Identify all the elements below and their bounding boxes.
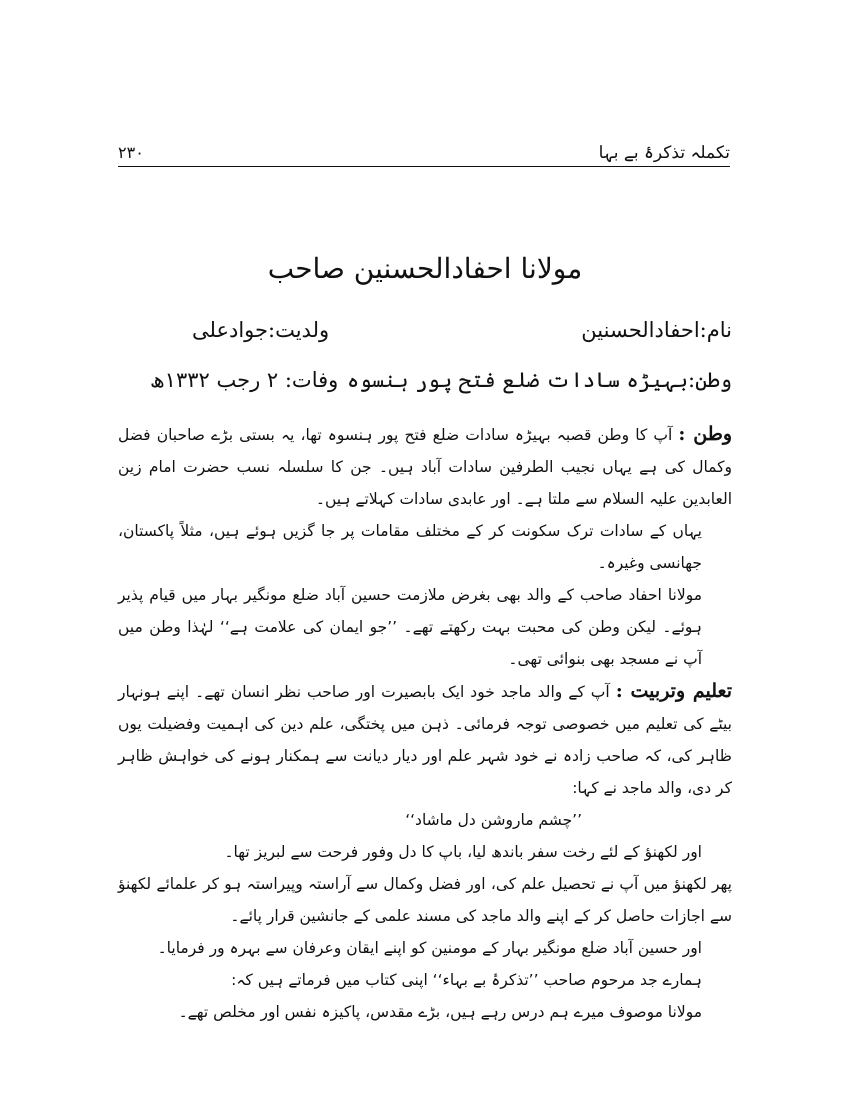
running-title: تکملہ تذکرۂ بے بہا <box>598 143 730 163</box>
meta-homeland: وطن:بہیڑہ سادات ضلع فتح پور ہنسوہ <box>347 368 732 392</box>
meta-parentage: ولدیت:جوادعلی <box>192 318 330 342</box>
paragraph: اور حسین آباد ضلع مونگیر بہار کے مومنین کو اپنے ایقان وعرفان سے بہرہ ور فرمایا۔ <box>157 939 702 957</box>
paragraph-taleem <box>118 675 732 804</box>
section-heading-taleem: تعلیم وتربیت : <box>615 680 732 702</box>
paragraph-text: آپ کا وطن قصبہ بہیڑہ سادات ضلع فتح پور ہنسوہ تھا، یہ بستی بڑے صاحبان فضل وکمال کی ہے یہاں نجیب الطرفین سادات آباد ہیں۔ جن کا سلسلہ نسب حضرت امام زین العابدین علیہ السلام سے ملتا ہے۔ اور عابدی سادات کہلاتے ہیں۔ <box>118 426 732 508</box>
chapter-title: مولانا احفادالحسنین صاحب <box>267 252 583 285</box>
header-rule <box>118 166 730 167</box>
paragraph-text: آپ کے والد ماجد خود ایک بابصیرت اور صاحب نظر انسان تھے۔ اپنے ہونہار بیٹے کی تعلیم میں خصوصی توجہ فرمائی۔ ذہن میں پختگی، علم دین کی اہمیت وفضیلت یوں ظاہر کی، کہ صاحب زادہ نے خود شہر علم اور دیار دیانت سے ہمکنار ہونے کی خواہش ظاہر کر دی، والد ماجد نے کہا: <box>118 683 732 797</box>
page-number: ۲۳۰ <box>118 143 144 162</box>
paragraph: پھر لکھنؤ میں آپ نے تحصیل علم کی، اور فضل وکمال سے آراستہ وپیراستہ ہو کر علمائے لکھنؤ سے اجازات حاصل کر کے اپنے والد ماجد کی مسند علمی کے جانشین قرار پائے۔ <box>118 875 732 925</box>
meta-name: نام:احفادالحسنین <box>581 318 732 342</box>
section-heading-watan: وطن : <box>678 423 732 445</box>
paragraph: اور لکھنؤ کے لئے رخت سفر باندھ لیا، باپ کا دل وفور فرحت سے لبریز تھا۔ <box>224 843 702 861</box>
paragraph: مولانا موصوف میرے ہم درس رہے ہیں، بڑے مقدس، پاکیزہ نفس اور مخلص تھے۔ <box>178 1003 702 1021</box>
paragraph: یہاں کے سادات ترک سکونت کر کے مختلف مقامات پر جا گزیں ہوئے ہیں، مثلاً پاکستان، جھانسی وغیرہ۔ <box>118 522 702 572</box>
meta-death: وفات: ۲ رجب ۱۳۳۲ھ <box>150 368 339 392</box>
paragraph-watan <box>118 418 732 515</box>
persian-quote: ’’چشم ماروشن دل ماشاد‘‘ <box>405 811 582 829</box>
body-text <box>118 418 732 1028</box>
paragraph: مولانا احفاد صاحب کے والد بھی بغرض ملازمت حسین آباد ضلع مونگیر بہار میں قیام پذیر ہوئے۔ لیکن وطن کی محبت بہت رکھتے تھے۔ ’’جو ایمان کی علامت ہے‘‘ لہٰذا وطن میں آپ نے مسجد بھی بنوائی تھی۔ <box>118 586 702 668</box>
paragraph: ہمارے جد مرحوم صاحب ’’تذکرۂ بے بہاء‘‘ اپنی کتاب میں فرماتے ہیں کہ: <box>231 971 702 989</box>
